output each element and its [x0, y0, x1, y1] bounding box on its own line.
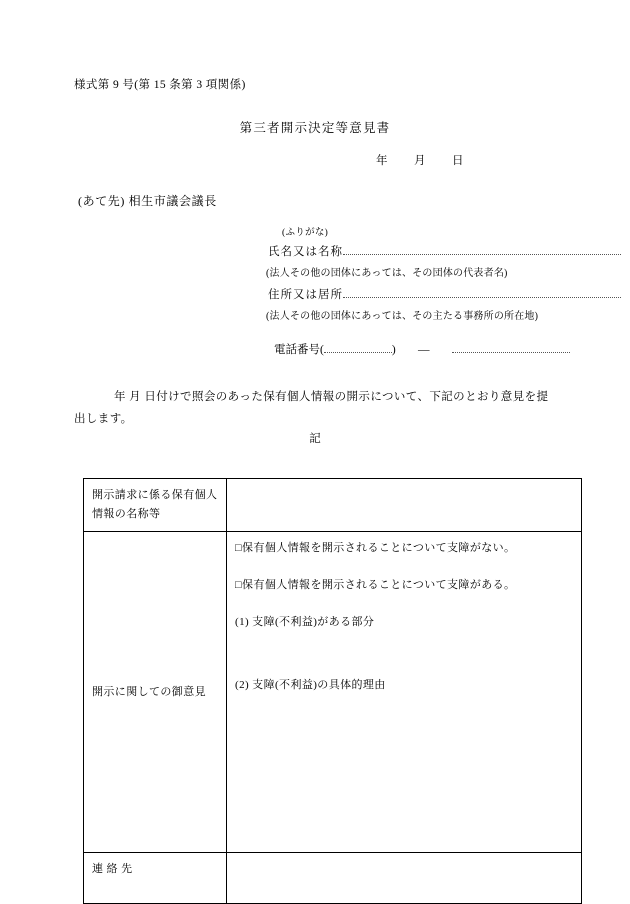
- date-month: 月: [414, 155, 426, 167]
- body-paragraph-text: 年 月 日付けで照会のあった保有個人情報の開示について、下記のとおり意見を提出します。: [74, 391, 549, 425]
- body-paragraph: [74, 386, 558, 430]
- address-label: 住所又は居所: [268, 289, 343, 301]
- telephone-label: 電話番号(: [274, 344, 324, 356]
- telephone-number-line[interactable]: [452, 341, 570, 353]
- name-field-row: [268, 243, 621, 259]
- row-label-opinion: 開示に関しての御意見: [84, 532, 227, 853]
- opinion-sub-item-reason: (2) 支障(不利益)の具体的理由: [235, 679, 386, 691]
- furigana-label: (ふりがな): [282, 228, 329, 238]
- opinion-form-table: [83, 478, 582, 904]
- table-row: [84, 853, 582, 904]
- opinion-option-objection[interactable]: □保有個人情報を開示されることについて支障がある。: [235, 579, 516, 591]
- document-title: 第三者開示決定等意見書: [239, 121, 391, 135]
- telephone-field-row: [274, 341, 570, 357]
- date-day: 日: [452, 155, 464, 167]
- name-note: (法人その他の団体にあっては、その団体の代表者名): [266, 268, 508, 279]
- row-label-subject: 開示請求に係る保有個人情報の名称等: [84, 479, 227, 532]
- address-note: (法人その他の団体にあっては、その主たる事務所の所在地): [266, 311, 539, 322]
- address-input-line[interactable]: [343, 286, 621, 298]
- name-input-line[interactable]: [343, 243, 621, 255]
- date-line: [0, 152, 630, 168]
- telephone-dash: —: [417, 344, 430, 356]
- opinion-writing-space[interactable]: [235, 695, 573, 845]
- form-number: 様式第 9 号(第 15 条第 3 項関係): [74, 79, 246, 91]
- opinion-sub-item-part: (1) 支障(不利益)がある部分: [235, 616, 375, 628]
- name-label: 氏名又は名称: [268, 246, 343, 258]
- row-value-contact[interactable]: [227, 853, 582, 904]
- row-label-contact: 連 絡 先: [84, 853, 227, 904]
- table-row: [84, 532, 582, 853]
- telephone-paren-close: ): [391, 344, 396, 356]
- addressee: (あて先) 相生市議会議長: [78, 194, 217, 208]
- ki-marker: 記: [309, 433, 321, 445]
- telephone-area-line[interactable]: [324, 341, 392, 353]
- row-value-subject[interactable]: [227, 479, 582, 532]
- row-value-opinion[interactable]: [227, 532, 582, 853]
- opinion-option-no-objection[interactable]: □保有個人情報を開示されることについて支障がない。: [235, 542, 516, 554]
- date-year: 年: [376, 155, 388, 167]
- table-row: [84, 479, 582, 532]
- address-field-row: [268, 286, 621, 302]
